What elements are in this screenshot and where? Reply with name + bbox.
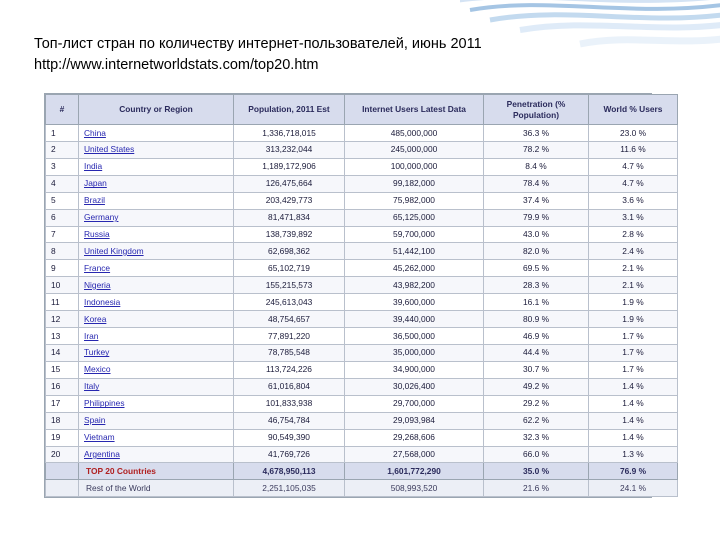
- cell-rank: 15: [46, 361, 79, 378]
- cell-rank-blank: [46, 480, 79, 497]
- cell-summary-penetration: 21.6 %: [484, 480, 589, 497]
- cell-population: 203,429,773: [234, 192, 345, 209]
- cell-rank: 11: [46, 294, 79, 311]
- cell-penetration: 44.4 %: [484, 344, 589, 361]
- cell-internet-users: 34,900,000: [345, 361, 484, 378]
- internet-users-table-container: [44, 93, 663, 498]
- cell-rank: 5: [46, 192, 79, 209]
- cell-rank: 16: [46, 378, 79, 395]
- cell-country[interactable]: [79, 209, 234, 226]
- cell-country[interactable]: [79, 125, 234, 142]
- cell-world-share: 1.7 %: [589, 361, 678, 378]
- table-row: [46, 344, 678, 361]
- table-row: [46, 294, 678, 311]
- cell-internet-users: 39,440,000: [345, 311, 484, 328]
- cell-internet-users: 485,000,000: [345, 125, 484, 142]
- cell-population: 62,698,362: [234, 243, 345, 260]
- page-title: Топ-лист стран по количеству интернет-пользователей, июнь 2011: [34, 36, 482, 52]
- cell-population: 101,833,938: [234, 395, 345, 412]
- column-header-users: Internet Users Latest Data: [345, 95, 484, 125]
- cell-summary-world-share: 76.9 %: [589, 463, 678, 480]
- cell-population: 1,189,172,906: [234, 158, 345, 175]
- cell-country[interactable]: [79, 158, 234, 175]
- table-row: [46, 361, 678, 378]
- cell-internet-users: 35,000,000: [345, 344, 484, 361]
- cell-internet-users: 65,125,000: [345, 209, 484, 226]
- cell-country[interactable]: [79, 260, 234, 277]
- country-link[interactable]: United Kingdom: [84, 245, 144, 256]
- cell-population: 1,336,718,015: [234, 125, 345, 142]
- cell-penetration: 36.3 %: [484, 125, 589, 142]
- country-link[interactable]: Korea: [84, 313, 107, 324]
- country-link[interactable]: China: [84, 127, 106, 138]
- cell-world-share: 11.6 %: [589, 141, 678, 158]
- table-row: [46, 395, 678, 412]
- cell-rank: 14: [46, 344, 79, 361]
- cell-country[interactable]: [79, 328, 234, 345]
- cell-country[interactable]: [79, 395, 234, 412]
- column-header-country: Country or Region: [79, 95, 234, 125]
- cell-penetration: 37.4 %: [484, 192, 589, 209]
- table-row: [46, 125, 678, 142]
- cell-penetration: 62.2 %: [484, 412, 589, 429]
- cell-country[interactable]: [79, 226, 234, 243]
- column-header-population: Population, 2011 Est: [234, 95, 345, 125]
- cell-penetration: 82.0 %: [484, 243, 589, 260]
- cell-penetration: 30.7 %: [484, 361, 589, 378]
- cell-rank: 9: [46, 260, 79, 277]
- cell-world-share: 1.4 %: [589, 395, 678, 412]
- cell-internet-users: 29,700,000: [345, 395, 484, 412]
- country-link[interactable]: Philippines: [84, 398, 125, 409]
- source-url: http://www.internetworldstats.com/top20.htm: [34, 57, 319, 74]
- country-link[interactable]: Japan: [84, 178, 107, 189]
- cell-country[interactable]: [79, 446, 234, 463]
- cell-world-share: 1.9 %: [589, 294, 678, 311]
- cell-country[interactable]: [79, 277, 234, 294]
- cell-internet-users: 75,982,000: [345, 192, 484, 209]
- cell-penetration: 80.9 %: [484, 311, 589, 328]
- cell-rank: 10: [46, 277, 79, 294]
- cell-population: 113,724,226: [234, 361, 345, 378]
- cell-world-share: 1.4 %: [589, 412, 678, 429]
- cell-country[interactable]: [79, 429, 234, 446]
- table-header: [46, 95, 678, 125]
- cell-population: 81,471,834: [234, 209, 345, 226]
- cell-penetration: 29.2 %: [484, 395, 589, 412]
- cell-internet-users: 29,268,606: [345, 429, 484, 446]
- cell-world-share: 4.7 %: [589, 158, 678, 175]
- cell-internet-users: 36,500,000: [345, 328, 484, 345]
- cell-rank: 20: [46, 446, 79, 463]
- cell-internet-users: 30,026,400: [345, 378, 484, 395]
- column-header-penetration: Penetration (% Population): [484, 95, 589, 125]
- country-link[interactable]: Iran: [84, 330, 99, 341]
- table-row: [46, 209, 678, 226]
- table-row: [46, 192, 678, 209]
- cell-summary-label: Rest of the World: [79, 480, 234, 497]
- cell-country[interactable]: [79, 243, 234, 260]
- cell-country[interactable]: [79, 412, 234, 429]
- cell-internet-users: 99,182,000: [345, 175, 484, 192]
- cell-world-share: 1.7 %: [589, 328, 678, 345]
- cell-country[interactable]: [79, 141, 234, 158]
- table-row: [46, 429, 678, 446]
- table-row: [46, 412, 678, 429]
- slide-header: [34, 34, 694, 76]
- table-row: [46, 175, 678, 192]
- cell-internet-users: 39,600,000: [345, 294, 484, 311]
- cell-rank: 19: [46, 429, 79, 446]
- cell-population: 41,769,726: [234, 446, 345, 463]
- cell-population: 77,891,220: [234, 328, 345, 345]
- country-link[interactable]: Germany: [84, 212, 119, 223]
- cell-population: 65,102,719: [234, 260, 345, 277]
- cell-internet-users: 100,000,000: [345, 158, 484, 175]
- table-row: [46, 277, 678, 294]
- cell-world-share: 2.4 %: [589, 243, 678, 260]
- cell-country[interactable]: [79, 361, 234, 378]
- cell-penetration: 32.3 %: [484, 429, 589, 446]
- cell-rank: 18: [46, 412, 79, 429]
- cell-rank: 3: [46, 158, 79, 175]
- country-link[interactable]: Nigeria: [84, 279, 111, 290]
- table-row-total: [46, 463, 678, 480]
- cell-population: 126,475,664: [234, 175, 345, 192]
- cell-country[interactable]: [79, 378, 234, 395]
- cell-internet-users: 43,982,200: [345, 277, 484, 294]
- cell-summary-population: 2,251,105,035: [234, 480, 345, 497]
- country-link[interactable]: Vietnam: [84, 432, 115, 443]
- cell-penetration: 16.1 %: [484, 294, 589, 311]
- cell-population: 245,613,043: [234, 294, 345, 311]
- country-link[interactable]: Russia: [84, 229, 110, 240]
- table-row: [46, 328, 678, 345]
- table-row: [46, 243, 678, 260]
- cell-rank: 17: [46, 395, 79, 412]
- cell-population: 138,739,892: [234, 226, 345, 243]
- cell-world-share: 2.1 %: [589, 260, 678, 277]
- cell-penetration: 78.2 %: [484, 141, 589, 158]
- cell-rank-blank: [46, 463, 79, 480]
- country-link[interactable]: France: [84, 262, 111, 273]
- cell-rank: 12: [46, 311, 79, 328]
- country-link[interactable]: United States: [84, 144, 135, 155]
- internet-users-table: [45, 94, 678, 497]
- cell-penetration: 43.0 %: [484, 226, 589, 243]
- cell-population: 155,215,573: [234, 277, 345, 294]
- cell-population: 90,549,390: [234, 429, 345, 446]
- cell-population: 313,232,044: [234, 141, 345, 158]
- cell-rank: 7: [46, 226, 79, 243]
- cell-world-share: 1.4 %: [589, 429, 678, 446]
- cell-internet-users: 51,442,100: [345, 243, 484, 260]
- cell-world-share: 1.7 %: [589, 344, 678, 361]
- country-link[interactable]: Mexico: [84, 364, 111, 375]
- cell-penetration: 8.4 %: [484, 158, 589, 175]
- cell-rank: 6: [46, 209, 79, 226]
- cell-penetration: 79.9 %: [484, 209, 589, 226]
- table-body: [46, 125, 678, 497]
- cell-summary-users: 508,993,520: [345, 480, 484, 497]
- cell-summary-world-share: 24.1 %: [589, 480, 678, 497]
- country-link[interactable]: Italy: [84, 381, 100, 392]
- country-link[interactable]: Indonesia: [84, 296, 121, 307]
- table-row: [46, 226, 678, 243]
- cell-internet-users: 29,093,984: [345, 412, 484, 429]
- cell-country[interactable]: [79, 192, 234, 209]
- cell-world-share: 4.7 %: [589, 175, 678, 192]
- cell-rank: 8: [46, 243, 79, 260]
- country-link[interactable]: Brazil: [84, 195, 105, 206]
- cell-summary-label: TOP 20 Countries: [79, 463, 234, 480]
- cell-world-share: 1.4 %: [589, 378, 678, 395]
- column-header-rank: #: [46, 95, 79, 125]
- cell-penetration: 78.4 %: [484, 175, 589, 192]
- cell-rank: 13: [46, 328, 79, 345]
- cell-rank: 2: [46, 141, 79, 158]
- country-link[interactable]: Argentina: [84, 449, 120, 460]
- cell-internet-users: 27,568,000: [345, 446, 484, 463]
- table-row: [46, 311, 678, 328]
- column-header-world-share: World % Users: [589, 95, 678, 125]
- cell-rank: 4: [46, 175, 79, 192]
- cell-penetration: 46.9 %: [484, 328, 589, 345]
- cell-country[interactable]: [79, 311, 234, 328]
- cell-world-share: 3.6 %: [589, 192, 678, 209]
- cell-internet-users: 59,700,000: [345, 226, 484, 243]
- cell-internet-users: 245,000,000: [345, 141, 484, 158]
- cell-country[interactable]: [79, 175, 234, 192]
- cell-country[interactable]: [79, 294, 234, 311]
- table-row: [46, 378, 678, 395]
- cell-world-share: 1.9 %: [589, 311, 678, 328]
- cell-population: 46,754,784: [234, 412, 345, 429]
- cell-summary-users: 1,601,772,290: [345, 463, 484, 480]
- cell-population: 48,754,657: [234, 311, 345, 328]
- cell-penetration: 66.0 %: [484, 446, 589, 463]
- country-link[interactable]: Spain: [84, 415, 106, 426]
- cell-penetration: 69.5 %: [484, 260, 589, 277]
- table-row-rest-of-world: [46, 480, 678, 497]
- table-row: [46, 158, 678, 175]
- cell-world-share: 2.8 %: [589, 226, 678, 243]
- cell-world-share: 2.1 %: [589, 277, 678, 294]
- cell-rank: 1: [46, 125, 79, 142]
- table-row: [46, 446, 678, 463]
- cell-summary-penetration: 35.0 %: [484, 463, 589, 480]
- country-link[interactable]: India: [84, 161, 103, 172]
- cell-world-share: 3.1 %: [589, 209, 678, 226]
- cell-population: 61,016,804: [234, 378, 345, 395]
- table-row: [46, 260, 678, 277]
- table-header-row: [46, 95, 678, 125]
- cell-country[interactable]: [79, 344, 234, 361]
- cell-world-share: 1.3 %: [589, 446, 678, 463]
- table-row: [46, 141, 678, 158]
- country-link[interactable]: Turkey: [84, 347, 110, 358]
- cell-summary-population: 4,678,950,113: [234, 463, 345, 480]
- cell-world-share: 23.0 %: [589, 125, 678, 142]
- cell-population: 78,785,548: [234, 344, 345, 361]
- cell-internet-users: 45,262,000: [345, 260, 484, 277]
- cell-penetration: 28.3 %: [484, 277, 589, 294]
- cell-penetration: 49.2 %: [484, 378, 589, 395]
